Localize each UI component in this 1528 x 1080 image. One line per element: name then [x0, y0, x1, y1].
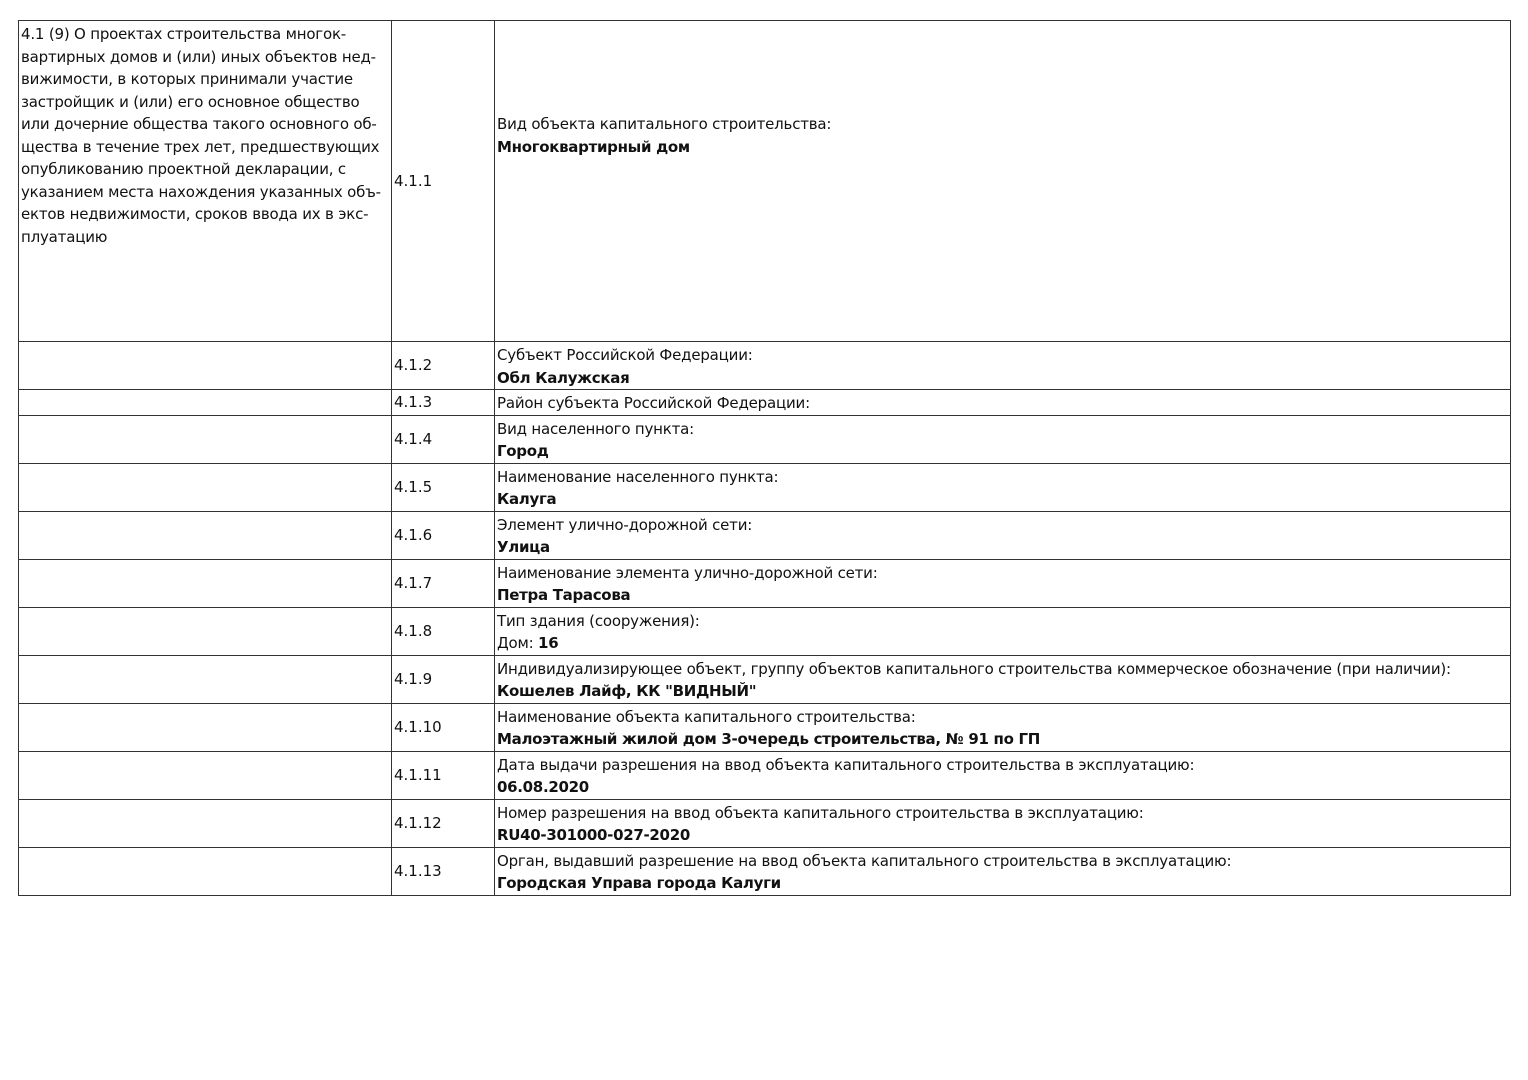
table-row — [19, 390, 1511, 416]
section-line: плуатацию — [21, 227, 108, 246]
section-line: щества в течение трех лет, предшествующих — [21, 137, 380, 156]
empty-cell — [19, 607, 392, 655]
item-number: 4.1.10 — [392, 703, 495, 751]
item-value: Город — [497, 442, 549, 460]
table-row — [19, 607, 1511, 655]
declaration-table — [18, 20, 1511, 896]
section-line: указанием места нахождения указанных объ- — [21, 182, 381, 201]
item-value: Городская Управа города Калуги — [497, 874, 781, 892]
table-row — [19, 751, 1511, 799]
section-line: вартирных домов и (или) иных объектов нед- — [21, 47, 376, 66]
item-content — [495, 799, 1511, 847]
empty-cell — [19, 342, 392, 390]
empty-cell — [19, 390, 392, 416]
section-line: 4.1 (9) О проектах строительства многок- — [21, 25, 347, 43]
item-value: 06.08.2020 — [497, 778, 589, 796]
document-page — [18, 20, 1510, 896]
table-row — [19, 847, 1511, 895]
table-row — [19, 342, 1511, 390]
empty-cell — [19, 847, 392, 895]
item-number: 4.1.12 — [392, 799, 495, 847]
section-line: опубликованию проектной декларации, с — [21, 160, 346, 178]
empty-cell — [19, 799, 392, 847]
item-value: Улица — [497, 538, 550, 556]
item-label: Орган, выдавший разрешение на ввод объекта капитального строительства в эксплуатацию: — [497, 851, 1232, 870]
item-content — [495, 847, 1511, 895]
table-row — [19, 559, 1511, 607]
item-label: Номер разрешения на ввод объекта капитального строительства в эксплуатацию: — [497, 803, 1144, 822]
section-line: застройщик и (или) его основное общество — [21, 92, 360, 111]
item-label: Наименование населенного пункта: — [497, 467, 779, 486]
item-label: Индивидуализирующее объект, группу объектов капитального строительства коммерческое обозначение (при наличии): — [497, 659, 1451, 678]
item-number: 4.1.9 — [392, 655, 495, 703]
item-label: Тип здания (сооружения): — [497, 611, 700, 630]
item-value: RU40-301000-027-2020 — [497, 826, 690, 844]
empty-cell — [19, 511, 392, 559]
item-content — [495, 415, 1511, 463]
item-content — [495, 342, 1511, 390]
item-number: 4.1.6 — [392, 511, 495, 559]
empty-cell — [19, 703, 392, 751]
table-row — [19, 703, 1511, 751]
item-label: Субъект Российской Федерации: — [497, 346, 753, 364]
table-row — [19, 21, 1511, 342]
item-label: Вид населенного пункта: — [497, 419, 695, 438]
item-number: 4.1.2 — [392, 342, 495, 390]
item-value: Обл Калужская — [497, 368, 630, 387]
item-value: Многоквартирный дом — [497, 137, 690, 156]
table-row — [19, 511, 1511, 559]
empty-cell — [19, 751, 392, 799]
item-value: Малоэтажный жилой дом 3-очередь строительства, № 91 по ГП — [497, 730, 1041, 748]
item-content — [495, 463, 1511, 511]
empty-cell — [19, 655, 392, 703]
item-content — [495, 511, 1511, 559]
item-value: Кошелев Лайф, КК "ВИДНЫЙ" — [497, 682, 757, 700]
empty-cell — [19, 559, 392, 607]
item-label: Дата выдачи разрешения на ввод объекта капитального строительства в эксплуатацию: — [497, 755, 1195, 774]
table-row — [19, 655, 1511, 703]
item-value: Петра Тарасова — [497, 586, 631, 604]
item-number: 4.1.1 — [392, 21, 495, 342]
item-content — [495, 607, 1511, 655]
item-number: 4.1.7 — [392, 559, 495, 607]
item-content — [495, 21, 1511, 342]
section-line: вижимости, в которых принимали участие — [21, 70, 353, 88]
item-content — [495, 751, 1511, 799]
section-line: ектов недвижимости, сроков ввода их в экс- — [21, 205, 369, 223]
item-number: 4.1.13 — [392, 847, 495, 895]
item-content — [495, 655, 1511, 703]
section-title-cell — [19, 21, 392, 342]
empty-cell — [19, 463, 392, 511]
item-content — [495, 390, 1511, 416]
item-label: Вид объекта капитального строительства: — [497, 115, 832, 133]
item-value: 16 — [538, 634, 559, 652]
item-label: Район субъекта Российской Федерации: — [497, 394, 810, 412]
item-label: Наименование объекта капитального строительства: — [497, 707, 916, 726]
item-number: 4.1.4 — [392, 415, 495, 463]
section-line: или дочерние общества такого основного об- — [21, 115, 377, 133]
item-value-prefix: Дом: — [497, 634, 539, 652]
item-content — [495, 559, 1511, 607]
table-row — [19, 415, 1511, 463]
item-value-line — [497, 632, 1508, 655]
item-number: 4.1.5 — [392, 463, 495, 511]
item-number: 4.1.11 — [392, 751, 495, 799]
item-label: Элемент улично-дорожной сети: — [497, 515, 753, 534]
table-row — [19, 799, 1511, 847]
item-number: 4.1.8 — [392, 607, 495, 655]
table-row — [19, 463, 1511, 511]
item-content — [495, 703, 1511, 751]
item-number: 4.1.3 — [392, 390, 495, 416]
empty-cell — [19, 415, 392, 463]
item-value: Калуга — [497, 490, 557, 508]
item-label: Наименование элемента улично-дорожной сети: — [497, 563, 878, 582]
